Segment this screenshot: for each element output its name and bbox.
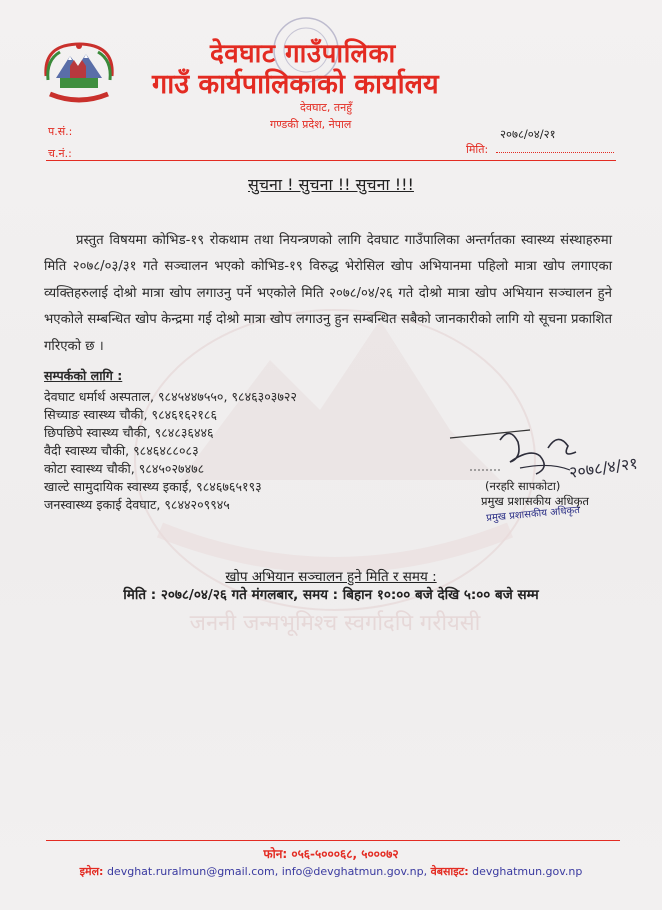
contact-item: सिच्याङ स्वास्थ्य चौकी, ९८४६१६२१८६	[44, 407, 218, 422]
signatory-name: (नरहरि सापकोटा)	[485, 479, 561, 493]
office-title-line2: गाउँ कार्यपालिकाको कार्यालय	[152, 69, 439, 100]
watermark-motto: जननी जन्मभूमिश्च स्वर्गादपि गरीयसी	[189, 611, 481, 636]
office-title-line1: देवघाट गाउँपालिका	[210, 39, 396, 69]
footer-website[interactable]: devghatmun.gov.np	[472, 865, 583, 878]
date-label: मिति:	[466, 143, 489, 156]
email-label: इमेल:	[79, 865, 104, 878]
footer-emails[interactable]: devghat.ruralmun@gmail.com, info@devghatmun.gov.np,	[106, 865, 428, 878]
nepal-emblem-logo	[40, 40, 118, 110]
contact-item: छिपछिपे स्वास्थ्य चौकी, ९८४८३६४४६	[44, 425, 214, 440]
signed-date: २०७८/४/२१	[567, 453, 639, 482]
address-line2: गण्डकी प्रदेश, नेपाल	[270, 118, 352, 131]
reference-number-label: प.सं.:	[48, 125, 73, 138]
contact-title: सम्पर्कको लागि :	[44, 368, 123, 383]
date-dotted-line	[496, 152, 614, 153]
notice-subject: सुचना ! सुचना !! सुचना !!!	[248, 175, 414, 194]
header-divider	[46, 160, 616, 161]
signatory-role: प्रमुख प्रशासकीय अधिकृत	[481, 494, 589, 508]
notice-body	[44, 228, 612, 360]
schedule-title: खोप अभियान सञ्चालन हुने मिति र समय :	[225, 569, 437, 585]
dispatch-number-label: च.नं.:	[48, 147, 72, 160]
footer-phone: फोन: ०५६-५०००६८, ५०००७२	[263, 847, 399, 861]
schedule-detail: मिति : २०७८/०४/२६ गते मंगलबार, समय : बिहान १०:०० बजे देखि ५:०० बजे सम्म	[123, 587, 539, 603]
signature-stamp: प्रमुख प्रशासकीय अधिकृत	[485, 504, 581, 525]
contact-item: जनस्वास्थ्य इकाई देवघाट, ९८४४२०९९४५	[44, 497, 230, 512]
address-line1: देवघाट, तनहुँ	[300, 101, 353, 114]
contact-item: देवघाट धर्मार्थ अस्पताल, ९८४५४४७५५०, ९८४६३०३७२२	[44, 389, 297, 404]
contact-item: वैदी स्वास्थ्य चौकी, ९८४६४८८०८३	[44, 443, 199, 458]
footer-divider	[46, 840, 620, 841]
contact-item: कोटा स्वास्थ्य चौकी, ९८४५०२७४७८	[44, 461, 205, 476]
notice-body-text: प्रस्तुत विषयमा कोभिड-१९ रोकथाम तथा नियन्त्रणको लागि देवघाट गाउँपालिका अन्तर्गतका स्वास्थ्य संस्थाहरुमा मिति २०७८/०३/३१ गते सञ्चालन भएको कोभिड-१९ विरुद्ध भेरोसिल खोप अभियानमा पहिलो मात्रा खोप लगाएका व्यक्तिहरुलाई दोश्रो मात्रा खोप लगाउनु पर्ने भएकोले मिति २०७८/०४/२६ गते दोश्रो मात्रा खोप अभियान सञ्चालन हुने भएकोले सम्बन्धित खोप केन्द्रमा गई दोश्रो मात्रा खोप लगाउनु हुन सम्बन्धित सबैको जानकारीको लागि यो सूचना प्रकाशित गरिएको छ ।	[44, 233, 612, 354]
footer-contact-line	[0, 864, 662, 879]
website-label: वेबसाइट:	[430, 865, 469, 878]
letter-date: २०७८/०४/२१	[500, 127, 556, 141]
contact-item: खाल्टे सामुदायिक स्वास्थ्य इकाई, ९८४६७६५१९३	[44, 479, 262, 494]
contact-list	[44, 367, 424, 514]
